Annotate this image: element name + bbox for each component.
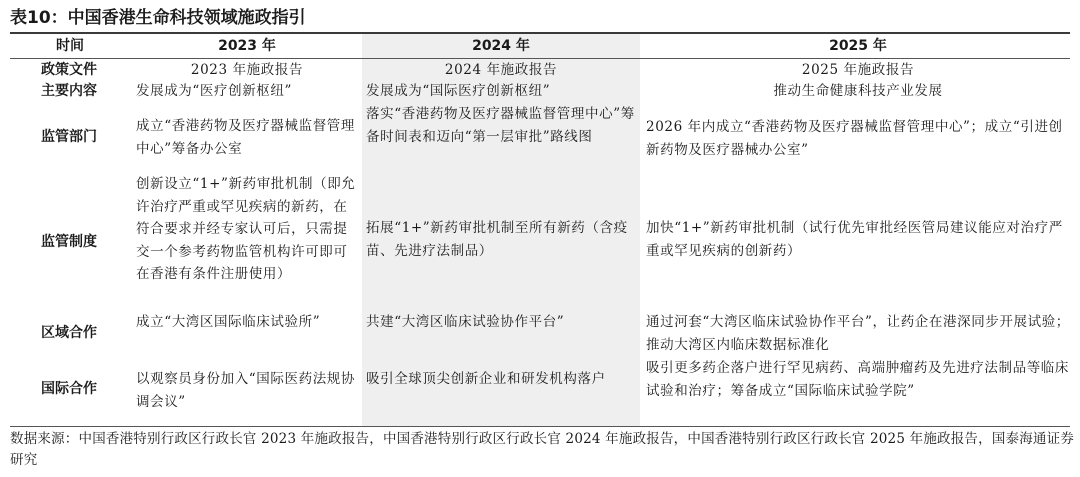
row-label-regulatory-system: 监管制度 [41, 234, 97, 250]
cell-system-2025: 加快“1+”新药审批机制（试行优先审批经医管局建议能应对治疗严重或罕见疾病的创新药） [646, 220, 1063, 259]
row-label-international-cooperation: 国际合作 [41, 381, 97, 397]
cell-regulator-2024: 落实“香港药物及医疗器械监督管理中心”筹备时间表和迈向“第一层审批”路线图 [366, 106, 635, 145]
row-label-regional-cooperation: 区域合作 [41, 325, 97, 341]
cell-system-2023: 创新设立“1+”新药审批机制（即允许治疗严重或罕见疾病的新药，在符合要求并经专家认可后，只需提交一个参考药物监管机构许可即可在香港有条件注册使用） [136, 176, 356, 283]
header-2024: 2024 年 [472, 38, 530, 54]
data-source-note: 数据来源：中国香港特别行政区行政长官 2023 年施政报告，中国香港特别行政区行政长官 2024 年施政报告，中国香港特别行政区行政长官 2025 年施政报告，国泰海通证券研究 [10, 431, 1075, 468]
cell-regional-2023: 成立“大湾区国际临床试验所” [136, 314, 321, 330]
cell-policy-2023: 2023 年施政报告 [190, 62, 304, 78]
cell-main-2025: 推动生命健康科技产业发展 [773, 83, 943, 99]
cell-regulator-2025: 2026 年内成立“香港药物及医疗器械监督管理中心”；成立“引进创新药物及医疗器械办公室” [646, 119, 1063, 158]
cell-regulator-2023: 成立“香港药物及医疗器械监督管理中心”筹备办公室 [136, 118, 356, 157]
table-bottom-border [10, 426, 1070, 427]
cell-international-2025: 吸引更多药企落户进行罕见病药、高端肿瘤药及先进疗法制品等临床试验和治疗；筹备成立“国际临床试验学院” [646, 360, 1069, 399]
row-label-main-content: 主要内容 [41, 83, 97, 99]
cell-policy-2024: 2024 年施政报告 [444, 62, 558, 78]
header-2023: 2023 年 [218, 38, 276, 54]
cell-international-2023: 以观察员身份加入“国际医药法规协调会议” [136, 371, 356, 410]
cell-regional-2024: 共建“大湾区临床试验协作平台” [366, 314, 565, 330]
header-time: 时间 [56, 38, 84, 54]
cell-main-2024: 发展成为“国际医疗创新枢纽” [366, 83, 551, 99]
cell-regional-2025: 通过河套“大湾区临床试验协作平台”，让药企在港深同步开展试验；推动大湾区内临床数据标准化 [646, 314, 1070, 353]
cell-policy-2025: 2025 年施政报告 [801, 62, 915, 78]
cell-system-2024: 拓展“1+”新药审批机制至所有新药（含疫苗、先进疗法制品） [366, 220, 628, 259]
cell-main-2023: 发展成为“医疗创新枢纽” [136, 83, 293, 99]
cell-international-2024: 吸引全球顶尖创新企业和研发机构落户 [366, 371, 606, 387]
header-2025: 2025 年 [829, 38, 887, 54]
row-label-regulator: 监管部门 [41, 129, 97, 145]
table-title: 表10：中国香港生命科技领域施政指引 [10, 4, 1070, 34]
row-label-policy-document: 政策文件 [41, 62, 97, 78]
